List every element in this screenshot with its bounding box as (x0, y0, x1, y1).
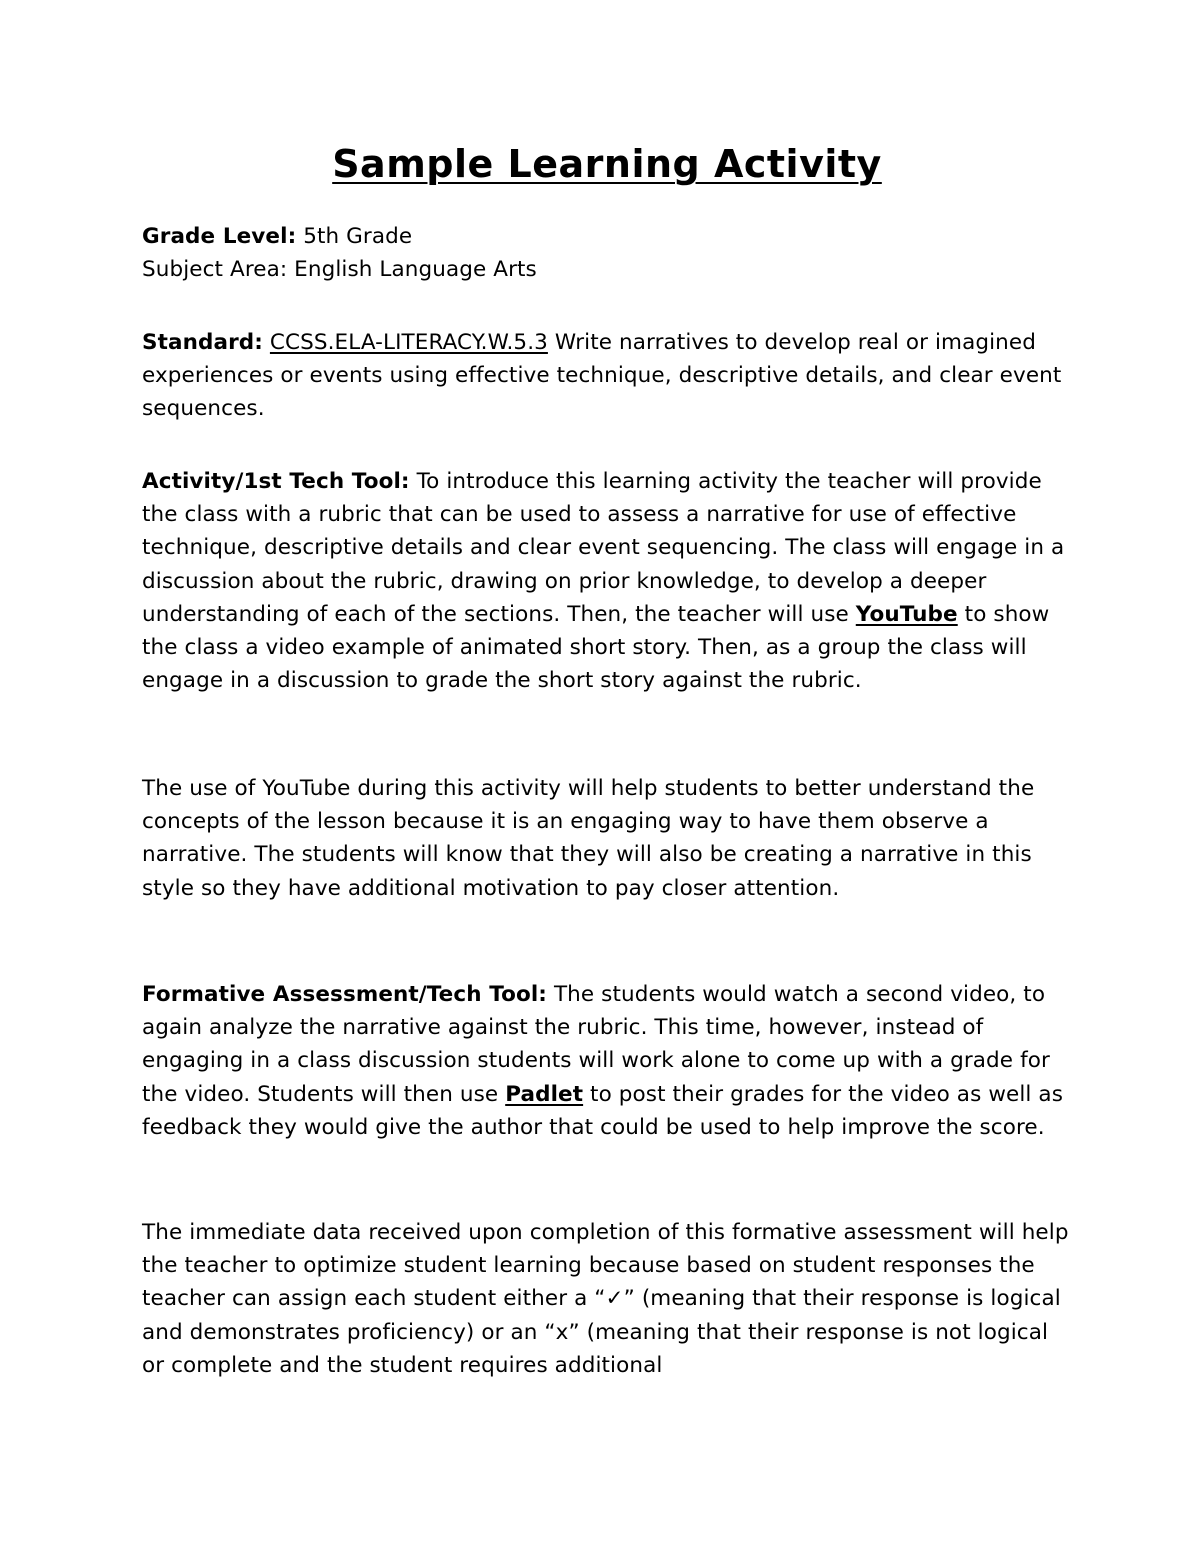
standard-label: Standard: (142, 330, 263, 355)
padlet-link[interactable]: Padlet (505, 1081, 584, 1107)
standard-text: Write narratives to develop real or imagined experiences or events using effective technique, descriptive details, and clear event sequences. (142, 330, 1062, 422)
activity-text-after: to show the class a video example of animated short story. Then, as a group the class will engage in a discussion to grade the short story against the rubric. (142, 601, 1050, 694)
activity-text-before: To introduce this learning activity the teacher will provide the class with a rubric that can be used to assess a narrative for use of effective technique, descriptive details and clear event sequencing. The class will engage in a discussion about the rubric, drawing on prior knowledge, to develop a deeper understanding of each of the sections. Then, the teacher will use (142, 469, 1065, 627)
activity-paragraph (142, 465, 1072, 697)
page-title (142, 140, 1072, 188)
formative-label: Formative Assessment/Tech Tool: (142, 982, 548, 1007)
formative-text-before: The students would watch a second video, to again analyze the narrative against the rubric. This time, however, instead of engaging in a class discussion students will work alone to come up with a grade for the video. Students will then use (142, 982, 1050, 1107)
data-text-before: The immediate data received upon completion of this formative assessment will help the teacher to optimize student learning because based on student responses the teacher can assign each student either a “ (142, 1220, 1069, 1312)
standard-paragraph (142, 326, 1072, 426)
data-paragraph (142, 1216, 1072, 1382)
standard-code-link[interactable]: CCSS.ELA-LITERACY.W.5.3 (269, 330, 548, 355)
formative-paragraph (142, 978, 1072, 1144)
data-text-after: ” (meaning that their response is logical and demonstrates proficiency) or an “x” (meaning that their response is not logical or complete and the student requires additional (142, 1286, 1061, 1378)
grade-level-label: Grade Level: (142, 224, 297, 249)
page-title-text: Sample Learning Activity (332, 142, 882, 186)
grade-level-value: 5th Grade (303, 224, 413, 249)
checkmark-icon: ✓ (605, 1286, 624, 1312)
youtube-paragraph: The use of YouTube during this activity will help students to better understand the concepts of the lesson because it is an engaging way to have them observe a narrative. The students will know that they will also be creating a narrative in this style so they have additional motivation to pay closer attention. (142, 776, 1035, 901)
formative-text-after: to post their grades for the video as well as feedback they would give the author that could be used to help improve the score. (142, 1081, 1063, 1140)
activity-label: Activity/1st Tech Tool: (142, 469, 410, 494)
youtube-link[interactable]: YouTube (855, 601, 958, 627)
subject-area: Subject Area: English Language Arts (142, 257, 537, 283)
grade-subject-block (142, 220, 1072, 286)
